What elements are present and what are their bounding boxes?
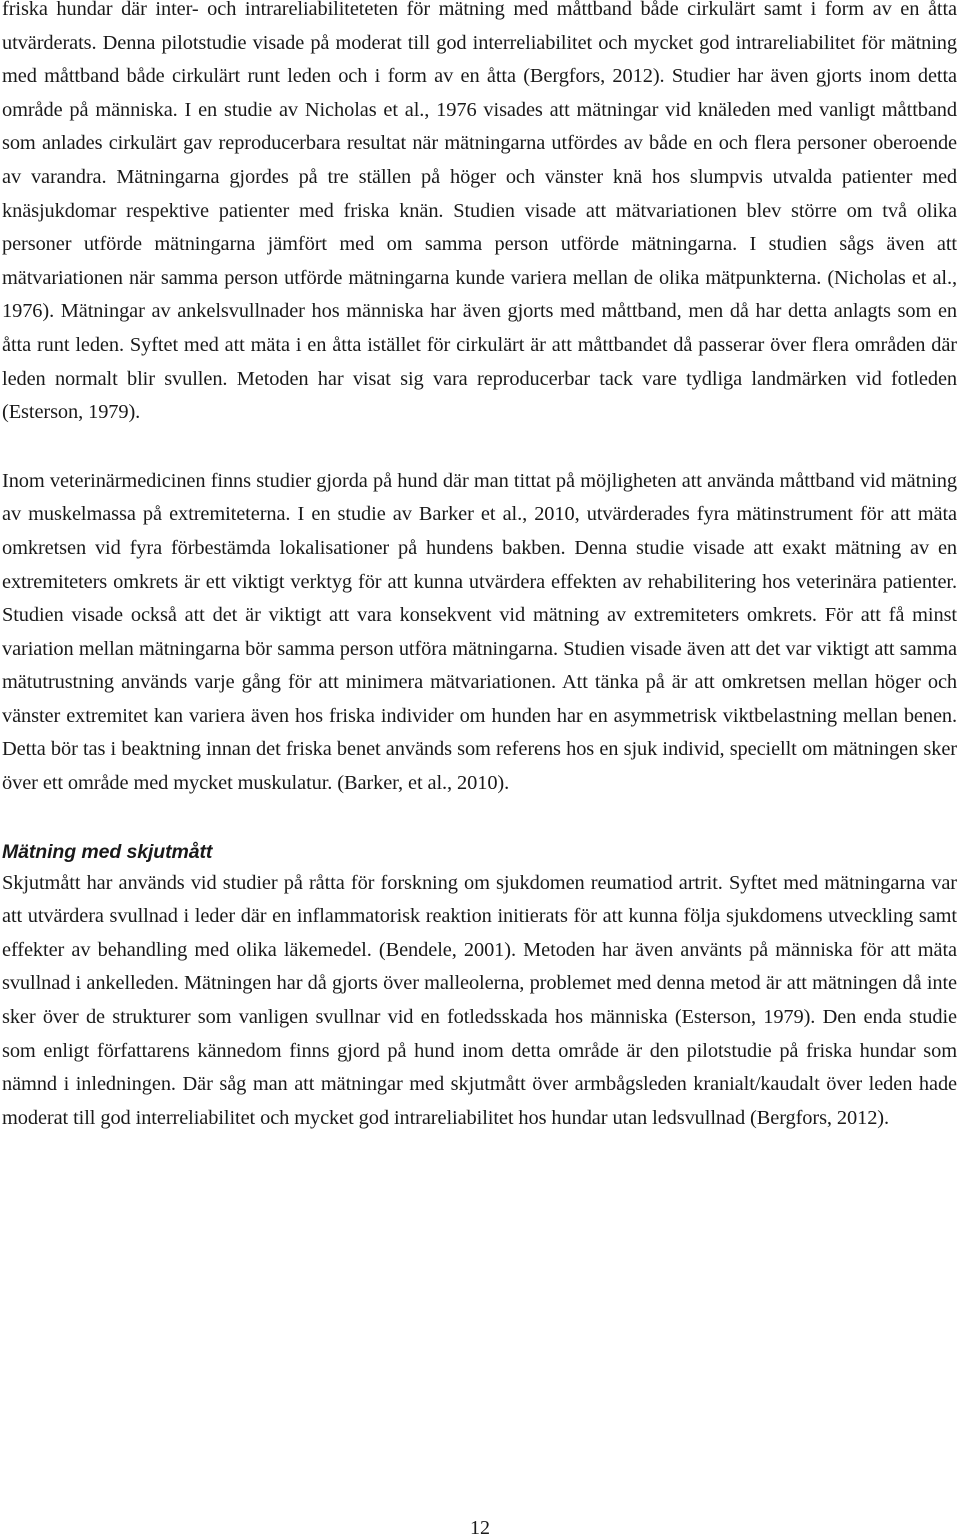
page-number: 12 <box>470 1517 490 1539</box>
document-page <box>2 0 957 1135</box>
section-heading: Mätning med skjutmått <box>2 840 213 863</box>
body-paragraph-1: friska hundar där inter- och intrareliabiliteteten för mätning med måttband både cirkulärt samt i form av en åtta utvärderats. Denna pilotstudie visade på moderat till god interreliabilitet och mycket god intrareliabilitet för mätning med måttband både cirkulärt runt leden och i form av en åtta (Bergfors, 2012). Studier har även gjorts inom detta område på människa. I en studie av Nicholas et al., 1976 visades att mätningar vid knäleden med vanligt måttband som anlades cirkulärt gav reproducerbara resultat när mätningarna utfördes av både en och flera personer oberoende av varandra. Mätningarna gjordes på tre ställen på höger och vänster knä hos slumpvis utvalda patienter med knäsjukdomar respektive patienter med friska knän. Studien visade att mätvariationen blev större om två olika personer utförde mätningarna jämfört med om samma person utförde mätningarna. I studien sågs även att mätvariationen när samma person utförde mätningarna kunde variera mellan de olika mätpunkterna. (Nicholas et al., 1976). Mätningar av ankelsvullnader hos människa har även gjorts med måttband, men då har detta anlagts som en åtta runt leden. Syftet med att mäta i en åtta istället för cirkulärt är att måttbandet då passerar över flera områden där leden normalt blir svullen. Metoden har visat sig vara reproducerbar tack vare tydliga landmärken vid fotleden (Esterson, 1979). <box>2 0 957 424</box>
body-paragraph-2: Inom veterinärmedicinen finns studier gjorda på hund där man tittat på möjligheten att använda måttband vid mätning av muskelmassa på extremiteterna. I en studie av Barker et al., 2010, utvärderades fyra mätinstrument för att mäta omkretsen vid fyra förbestämda lokalisationer på hundens bakben. Denna studie visade att exakt mätning av en extremiteters omkrets är ett viktigt verktyg för att kunna utvärdera effekten av rehabilitering hos veterinära patienter. Studien visade också att det är viktigt att vara konsekvent vid mätning av extremiteters omkrets. För att få minst variation mellan mätningarna bör samma person utföra mätningarna. Studien visade även att det var viktigt att samma mätutrustning används varje gång för att minimera mätvariationen. Att tänka på är att omkretsen mellan höger och vänster extremitet kan variera även hos friska individer om hunden har en asymmetrisk viktbelastning mellan benen. Detta bör tas i beaktning innan det friska benet används som referens hos en sjuk individ, speciellt om mätningen sker över ett område med mycket muskulatur. (Barker, et al., 2010). <box>2 469 957 795</box>
body-paragraph-3: Skjutmått har används vid studier på råtta för forskning om sjukdomen reumatiod artrit. Syftet med mätningarna var att utvärdera svullnad i leder där en inflammatorisk reaktion initierats för att kunna följa sjukdomens utveckling samt effekter av behandling med olika läkemedel. (Bendele, 2001). Metoden har även använts på människa för att mäta svullnad i ankelleden. Mätningen har då gjorts över malleolerna, problemet med denna metod är att mätningen då inte sker över de strukturer som vanligen svullnar vid en fotledsskada hos människa (Esterson, 1979). Den enda studie som enligt författarens kännedom finns gjord på hund inom detta område är den pilotstudie på friska hundar som nämnd i inledningen. Där såg man att mätningar med skjutmått över armbågsleden kranialt/kaudalt över leden hade moderat till god interreliabilitet och mycket god intrareliabilitet hos hundar utan ledsvullnad (Bergfors, 2012). <box>2 871 957 1129</box>
